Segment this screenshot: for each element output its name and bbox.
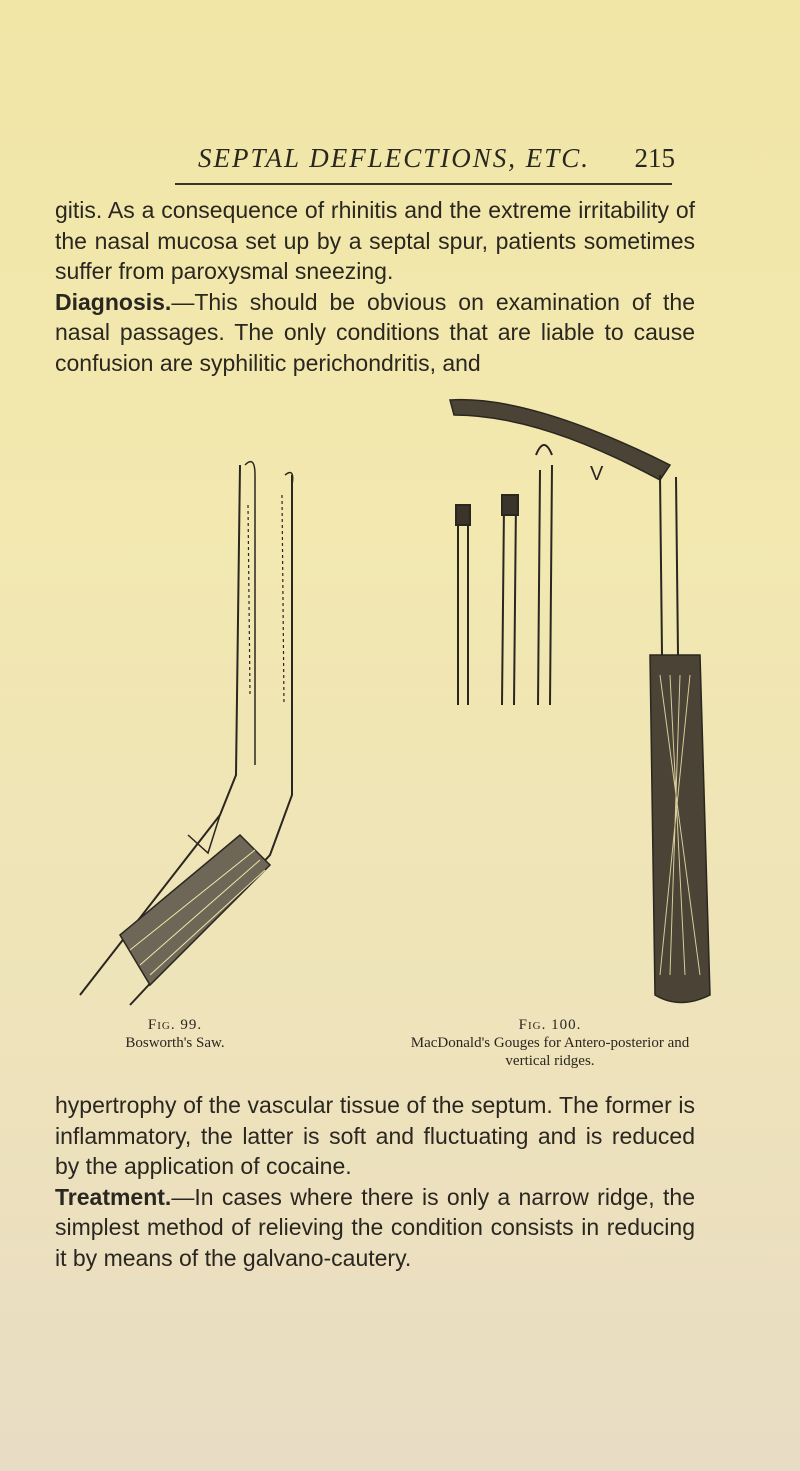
treatment-heading: Treatment. (55, 1183, 172, 1210)
figure-99-caption (105, 1016, 245, 1052)
text-block-lower (55, 1090, 695, 1273)
running-title: SEPTAL DEFLECTIONS, ETC. (198, 143, 591, 173)
figure-99-text: Bosworth's Saw. (125, 1035, 225, 1051)
hypertrophy-paragraph: hypertrophy of the vascular tissue of the septum. The former is inflammatory, the latter is soft and fluctuating and is reduced by the application of cocaine. (55, 1092, 695, 1179)
running-header (55, 143, 675, 183)
diagnosis-text: —This should be obvious on examination of the nasal passages. The only conditions that are liable to cause confusion are syphilitic perichondritis, and (55, 288, 695, 376)
paragraph-continuation: gitis. As a consequence of rhinitis and the extreme irritability of the nasal mucosa set up by a septal spur, patients sometimes suffer from paroxysmal sneezing. (55, 197, 695, 284)
page-number: 215 (634, 143, 675, 173)
figure-100-label: Fig. 100. (518, 1017, 582, 1033)
figure-illustrations (60, 395, 720, 1015)
treatment-text: —In cases where there is only a narrow ridge, the simplest method of relieving the condition consists in reducing it by means of the galvano-cautery. (55, 1183, 695, 1271)
gouge-mark-label: V (590, 463, 604, 485)
header-rule (175, 183, 672, 185)
macdonald-gouges-illustration (450, 400, 710, 1003)
figure-100-text: MacDonald's Gouges for Antero-posterior and vertical ridges. (410, 1035, 690, 1069)
diagnosis-heading: Diagnosis. (55, 288, 172, 315)
bosworth-saw-illustration (80, 462, 293, 1005)
figure-100-caption (400, 1016, 700, 1070)
figure-99-label: Fig. 99. (147, 1017, 203, 1033)
text-block-upper (55, 195, 695, 378)
